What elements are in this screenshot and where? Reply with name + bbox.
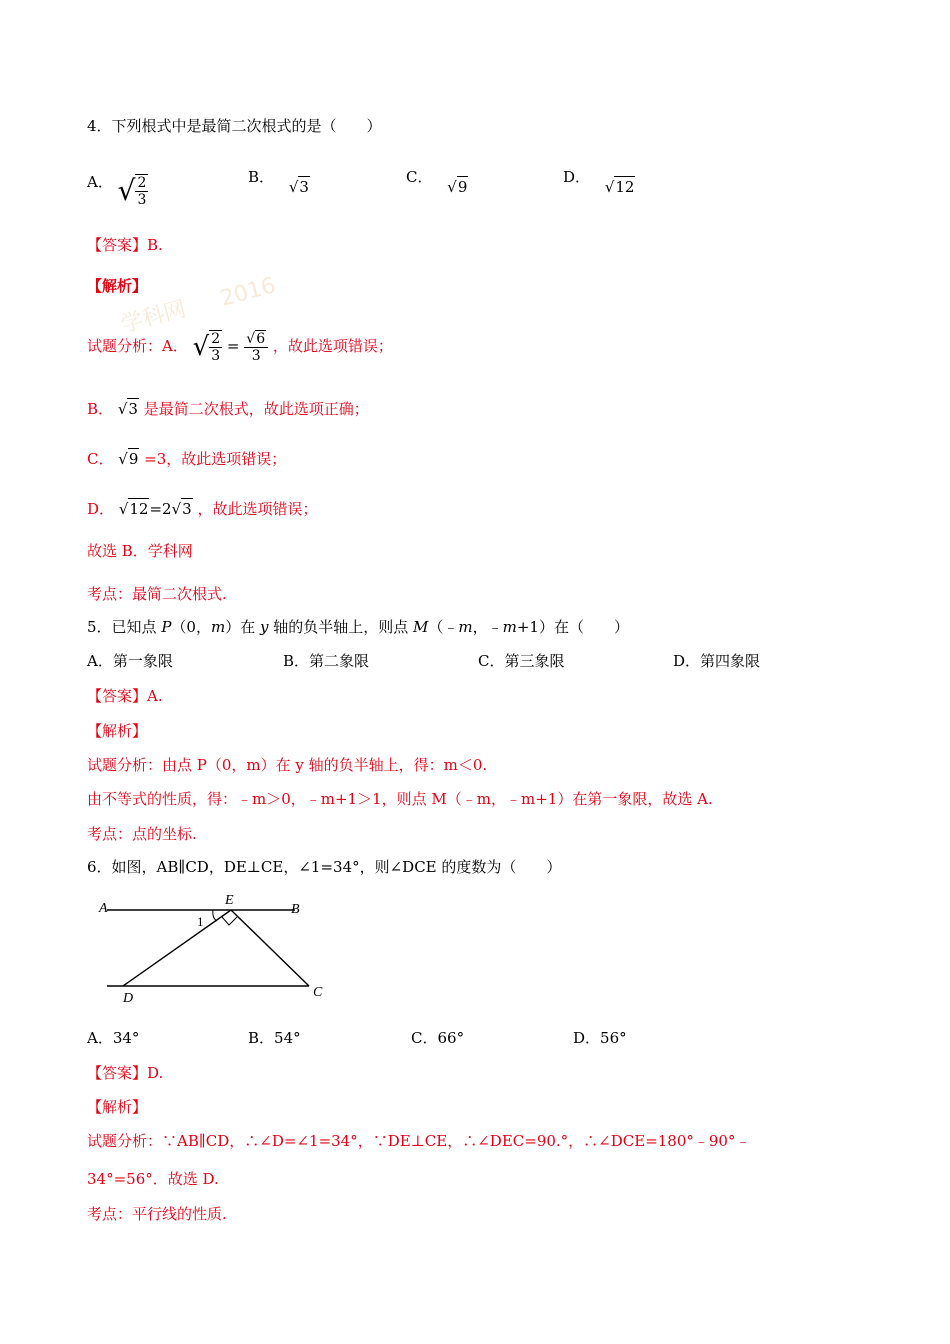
line-ec [231,910,309,986]
q4-d-prefix: D． [87,500,115,518]
q4-an-b-rad: 3 [128,400,138,418]
q4-analysis-a: 试题分析：A． √ $\frac{2}{3}$ = $\frac{√6}{3}$ ，故此选项错误； [87,331,393,364]
q4-an-den3: 3 [251,348,261,364]
q4-an-c-rad: 9 [128,450,139,468]
q5-option-d[interactable]: D．第四象限 [673,652,761,670]
q5-kaodian: 考点：点的坐标. [87,825,197,843]
label-d: D [123,991,134,1006]
watermark-text: 学科网 [118,296,189,339]
q5-stem-m: m [210,618,226,636]
q6-option-b[interactable]: B．54° [248,1029,301,1047]
q4-option-c-label: C． [406,168,433,186]
q4-an-d-rad3: 3 [182,500,192,518]
q4-conclusion: 故选 B．学科网 [87,542,193,560]
q5-option-b[interactable]: B．第二象限 [283,652,370,670]
q6-analysis-1: 试题分析：∵AB∥CD，∴∠D=∠1=34°，∵DE⊥CE，∴∠DEC=90.°，∴∠DCE=180°﹣90°﹣ [87,1132,751,1150]
q4-d-rad: 12 [615,178,635,196]
q4-option-c[interactable]: C． √9 [406,168,468,196]
q5-analysis-2: 由不等式的性质，得：﹣m＞0，﹣m+1＞1，则点 M（﹣m，﹣m+1）在第一象限，故选 A. [87,790,713,808]
q5-stem-4: 轴的负半轴上，则点 [268,618,413,636]
q5-stem-7: +1）在（ ） [516,618,629,636]
q5-stem-M: M [413,618,429,636]
q5-analysis-title: 【解析】 [87,722,148,740]
q5-answer: 【答案】A. [87,687,163,705]
q5-option-a[interactable]: A．第一象限 [87,652,173,670]
q5-stem-6: ，﹣ [472,618,503,636]
q4-stem: 4．下列根式中是最简二次根式的是（ ） [87,117,382,135]
q4-b-rad: 3 [299,178,309,196]
label-c: C [313,985,323,1000]
q4-d-tail: ，故此选项错误； [197,500,318,518]
q5-stem-y: y [259,618,269,636]
q5-stem-m3: m [502,618,517,636]
q6-analysis-2: 34°=56°．故选 D. [87,1170,219,1188]
q4-option-d[interactable]: D． √12 [563,168,635,196]
q6-analysis-title: 【解析】 [87,1098,148,1116]
q4-c-prefix: C． [87,450,114,468]
q6-kaodian: 考点：平行线的性质. [87,1205,227,1223]
label-1: 1 [197,914,204,929]
q4-analysis-title: 【解析】 [87,277,148,295]
label-b: B [291,902,300,917]
q5-analysis-1: 试题分析：由点 P（0，m）在 y 轴的负半轴上，得：m＜0. [87,756,488,774]
q5-stem-2: （0， [171,618,211,636]
q4-a-den: 3 [137,192,147,208]
q6-option-d[interactable]: D．56° [573,1029,627,1047]
q4-c-tail: =3，故此选项错误； [144,450,287,468]
q4-answer: 【答案】B. [87,236,163,254]
q5-stem-p: P [161,618,172,636]
q4-analysis-c: C． √9 =3，故此选项错误； [87,450,287,468]
q4-option-d-label: D． [563,168,591,186]
q4-a-num: 2 [137,175,147,191]
q4-analysis-b: B． √3 是最简二次根式，故此选项正确； [87,400,369,418]
watermark-year: 2016 [217,273,279,312]
q4-option-a-label: A． [87,173,113,191]
q4-option-b[interactable]: B． √3 [248,168,309,196]
angle-1-arc [213,910,217,921]
label-a: A [99,901,108,916]
q4-an-six: 6 [256,331,266,347]
q6-stem: 6．如图，AB∥CD，DE⊥CE，∠1=34°，则∠DCE 的度数为（ ） [87,858,562,876]
q5-stem-3: ）在 [225,618,260,636]
right-angle-mark [222,917,237,925]
q4-analysis-a-tail: ，故此选项错误； [272,337,393,355]
q4-an-a-num: 2 [211,331,221,347]
line-de [123,910,231,986]
q5-stem-m2: m [458,618,473,636]
q6-option-a[interactable]: A．34° [87,1029,140,1047]
q4-option-b-label: B． [248,168,275,186]
label-e: E [225,893,234,908]
q4-kaodian: 考点：最简二次根式. [87,585,227,603]
q4-option-a[interactable]: A． √ $\frac{2}{3}$ [87,173,147,208]
q4-b-tail: 是最简二次根式，故此选项正确； [143,400,369,418]
q5-stem [87,617,629,637]
q4-an-d-rad: 12 [129,500,149,518]
q5-stem-5: （﹣ [428,618,459,636]
q4-b-prefix: B． [87,400,114,418]
q4-c-rad: 9 [457,178,468,196]
q4-an-d-mid: =2 [149,500,172,518]
q4-analysis-d: D． √12=2√3 ，故此选项错误； [87,500,318,518]
q5-stem-1: 5．已知点 [87,618,162,636]
q4-an-a-den: 3 [211,348,221,364]
q6-answer: 【答案】D. [87,1064,164,1082]
q4-analysis-prefix: 试题分析：A． [87,337,188,355]
q6-figure [95,890,335,1010]
q6-option-c[interactable]: C．66° [411,1029,465,1047]
q5-option-c[interactable]: C．第三象限 [478,652,565,670]
q4-an-eq: = [226,337,240,355]
